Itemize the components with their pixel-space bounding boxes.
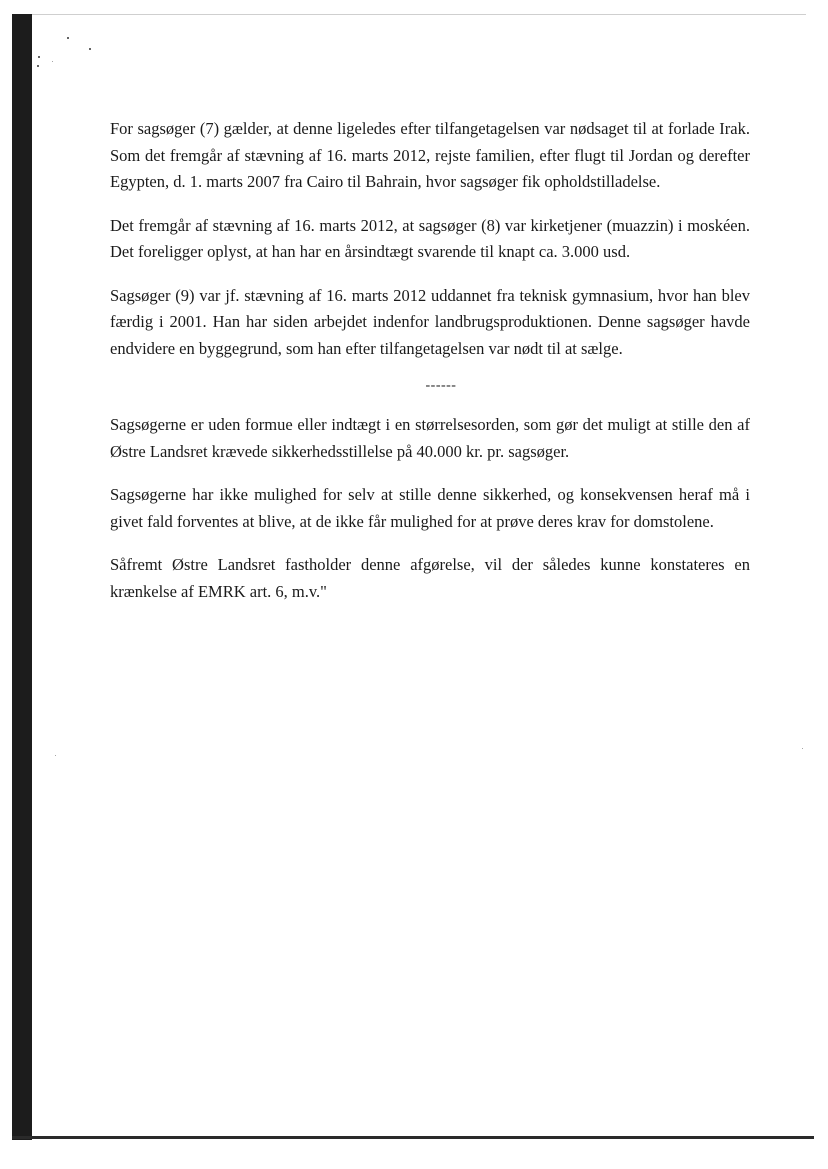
paragraph: Sagsøgerne er uden formue eller indtægt i en størrelsesorden, som gør det muligt at stille den af Østre Landsret krævede sikkerhedsstillelse på 40.000 kr. pr. sagsøger. [110, 415, 750, 461]
scan-speck [55, 755, 56, 756]
scan-speck [802, 748, 803, 749]
paragraph: Såfremt Østre Landsret fastholder denne afgørelse, vil der således kunne konstateres en krænkelse af EMRK art. 6, m.v." [110, 555, 750, 601]
paragraph: Det fremgår af stævning af 16. marts 2012, at sagsøger (8) var kirketjener (muazzin) i moskéen. Det foreligger oplyst, at han har en årsindtægt svarende til knapt ca. 3.000 usd. [110, 215, 750, 261]
scan-top-edge [32, 14, 806, 15]
scan-speck [67, 37, 69, 39]
section-separator: ------ [425, 378, 457, 393]
scan-speck [52, 61, 53, 62]
scan-speck [38, 56, 40, 58]
scan-bottom-edge [12, 1136, 814, 1139]
scan-speck [37, 65, 39, 67]
document-body [110, 116, 750, 622]
paragraph: Sagsøgerne har ikke mulighed for selv at stille denne sikkerhed, og konsekvensen heraf må i givet fald forventes at blive, at de ikke får mulighed for at prøve deres krav for domstolene. [110, 485, 750, 531]
scan-speck [89, 48, 91, 50]
scan-left-border [12, 14, 32, 1140]
paragraph: Sagsøger (9) var jf. stævning af 16. marts 2012 uddannet fra teknisk gymnasium, hvor han blev færdig i 2001. Han har siden arbejdet indenfor landbrugsproduktionen. Denne sagsøger havde endvidere en byggegrund, som han efter tilfangetagelsen var nødt til at sælge. [110, 285, 750, 358]
paragraph: For sagsøger (7) gælder, at denne ligeledes efter tilfangetagelsen var nødsaget til at forlade Irak. Som det fremgår af stævning af 16. marts 2012, rejste familien, efter flugt til Jordan og derefter Egypten, d. 1. marts 2007 fra Cairo til Bahrain, hvor sagsøger fik opholdstilladelse. [110, 119, 750, 191]
